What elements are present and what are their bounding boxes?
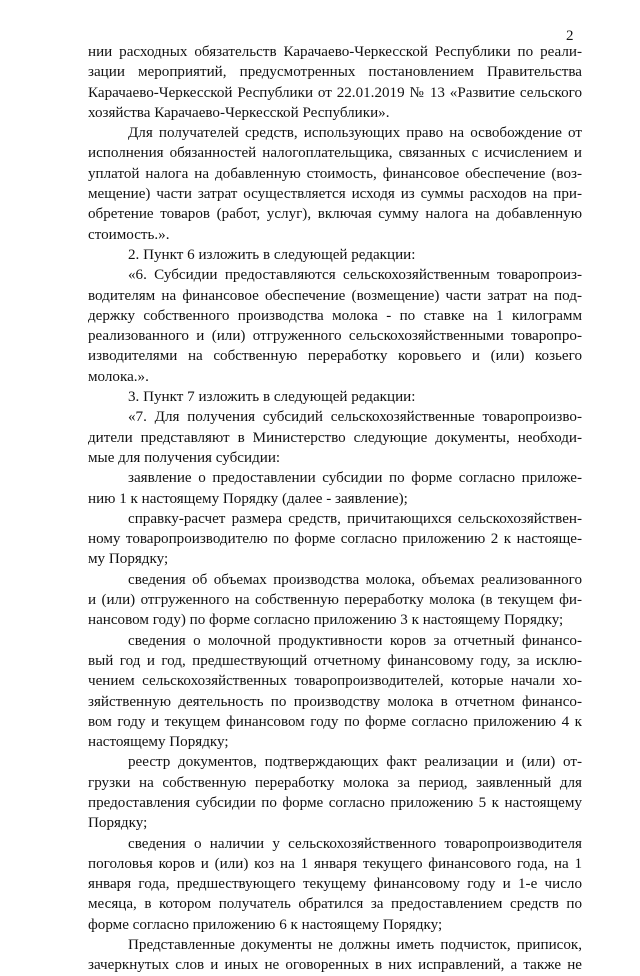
text-line: сведения об объемах производства молока, объемах реализованного [128, 571, 582, 588]
text-line: му Порядку; [88, 551, 169, 568]
text-line: водителям на финансовое обеспечение (возмещение) части затрат на под- [88, 287, 582, 304]
document-body [88, 42, 582, 976]
text-line: ному товаропроизводителю по форме согласно приложению 2 к настояще- [88, 531, 582, 548]
text-line: уплатой налога на добавленную стоимость, финансовое обеспечение (воз- [88, 165, 582, 182]
text-line: Для получателей средств, использующих право на освобождение от [128, 125, 582, 142]
text-line: мые для получения субсидии: [88, 449, 281, 466]
text-line: чением сельскохозяйственных товаропроизводителей, которые начали хо- [88, 673, 582, 690]
text-line: реализованного и (или) отгруженного сельскохозяйственными товаропро- [88, 328, 582, 345]
text-line: января года, предшествующего текущему финансовому году и 1-е число [88, 876, 582, 893]
text-line: нии расходных обязательств Карачаево-Черкесской Республики по реали- [88, 44, 582, 60]
text-line: стоимость.». [88, 226, 170, 243]
text-line: зачеркнутых слов и иных не оговоренных в них исправлений, а также не [88, 957, 582, 974]
text-line: грузки на собственную переработку молока за период, заявленный для [88, 774, 582, 791]
page-number: 2 [566, 28, 574, 44]
text-line: хозяйства Карачаево-Черкесской Республики». [88, 104, 390, 121]
text-line: «6. Субсидии предоставляются сельскохозяйственным товаропроиз- [128, 267, 582, 284]
text-line: Порядку; [88, 815, 148, 832]
text-line: мещение) части затрат осуществляется исходя из суммы расходов на при- [88, 186, 582, 203]
text-line: изводителями на собственную переработку коровьего и (или) козьего [88, 348, 582, 365]
text-line: держку собственного производства молока - по ставке на 1 килограмм [88, 307, 582, 324]
text-line: вый год и год, предшествующий отчетному финансовому году, за исклю- [88, 652, 582, 669]
text-line: месяца, в котором получатель обратился за предоставлением средств по [88, 896, 582, 913]
text-line: настоящему Порядку; [88, 734, 229, 751]
text-line: зации мероприятий, предусмотренных постановлением Правительства [88, 64, 582, 81]
text-line: нансовом году) по форме согласно приложению 3 к настоящему Порядку; [88, 612, 564, 629]
text-line: нию 1 к настоящему Порядку (далее - заявление); [88, 490, 408, 507]
text-line: молока.». [88, 368, 149, 385]
text-line: Карачаево-Черкесской Республики от 22.01.2019 № 13 «Развитие сельского [88, 84, 582, 101]
text-line: «7. Для получения субсидий сельскохозяйственные товаропроизво- [128, 409, 582, 426]
text-line: Представленные документы не должны иметь подчисток, приписок, [128, 937, 582, 954]
text-line: обретение товаров (работ, услуг), включая сумму налога на добавленную [88, 206, 582, 223]
text-line: 2. Пункт 6 изложить в следующей редакции: [128, 246, 416, 263]
text-line: реестр документов, подтверждающих факт реализации и (или) от- [128, 754, 582, 771]
text-line: 3. Пункт 7 изложить в следующей редакции: [128, 389, 416, 406]
text-line: предоставления субсидии по форме согласно приложению 5 к настоящему [88, 794, 582, 811]
text-line: сведения о наличии у сельскохозяйственного товаропроизводителя [128, 835, 582, 852]
text-line: вом году и текущем финансовом году по форме согласно приложению 4 к [88, 713, 582, 730]
text-line: поголовья коров и (или) коз на 1 января текущего финансового года, на 1 [88, 855, 582, 872]
text-line: форме согласно приложению 6 к настоящему Порядку; [88, 916, 443, 933]
text-line: зяйственную деятельность по производству молока в отчетном финансо- [88, 693, 582, 710]
text-line: сведения о молочной продуктивности коров за отчетный финансо- [128, 632, 582, 649]
text-line: справку-расчет размера средств, причитающихся сельскохозяйствен- [128, 510, 582, 527]
text-line: и (или) отгруженного на собственную переработку молока (в текущем фи- [88, 592, 582, 609]
text-line: дители представляют в Министерство следующие документы, необходи- [88, 429, 582, 446]
text-line: заявление о предоставлении субсидии по форме согласно приложе- [128, 470, 582, 487]
text-line: исполнения обязанностей налогоплательщика, связанных с исчислением и [88, 145, 582, 162]
